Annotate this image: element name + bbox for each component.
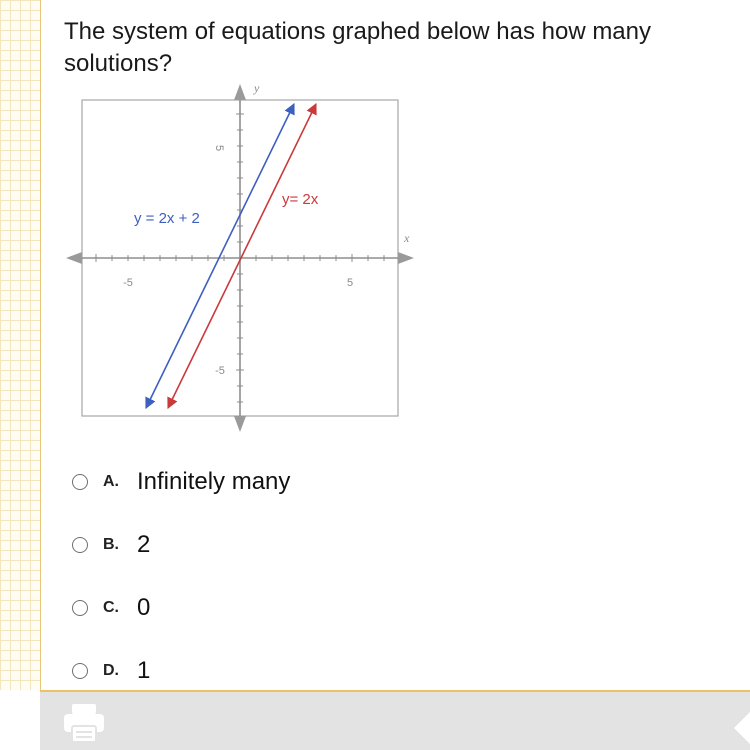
axis-label-x: x [404,231,410,245]
x-axis-arrow-right [398,252,414,264]
radio-a[interactable] [72,474,88,490]
tick-label-x-neg5: -5 [123,277,133,289]
choice-c-letter: C. [103,599,119,616]
coordinate-graph [60,80,420,440]
choice-b[interactable] [72,530,150,560]
line-blue-label: y = 2x + 2 [134,210,200,227]
choice-a-text: Infinitely many [137,468,291,495]
radio-c[interactable] [72,600,88,616]
x-axis-arrow-left [66,252,82,264]
tick-label-x-pos5: 5 [346,277,354,289]
choice-a-letter: A. [103,473,119,490]
tick-label-y-neg5: -5 [215,365,225,377]
y-axis-arrow-up [234,84,246,100]
footer-toolbar [40,690,750,750]
choice-d-text: 1 [137,657,151,684]
question-text: The system of equations graphed below has how many solutions? [64,18,652,77]
choice-d[interactable] [72,656,150,686]
choice-d-letter: D. [103,662,119,679]
choice-b-letter: B. [103,536,119,553]
choice-c-text: 0 [137,594,151,621]
gutter-divider [40,0,41,690]
line-red-label: y= 2x [282,191,319,208]
radio-d[interactable] [72,663,88,679]
choice-c[interactable] [72,593,150,623]
y-axis-arrow-down [234,416,246,432]
choice-b-text: 2 [137,531,151,558]
axis-label-y: y [254,81,260,95]
radio-b[interactable] [72,537,88,553]
choice-a[interactable] [72,467,290,497]
left-grid-gutter [0,0,40,690]
next-icon[interactable] [728,708,750,748]
tick-label-y-pos5: 5 [213,144,225,152]
print-icon[interactable] [60,702,108,746]
